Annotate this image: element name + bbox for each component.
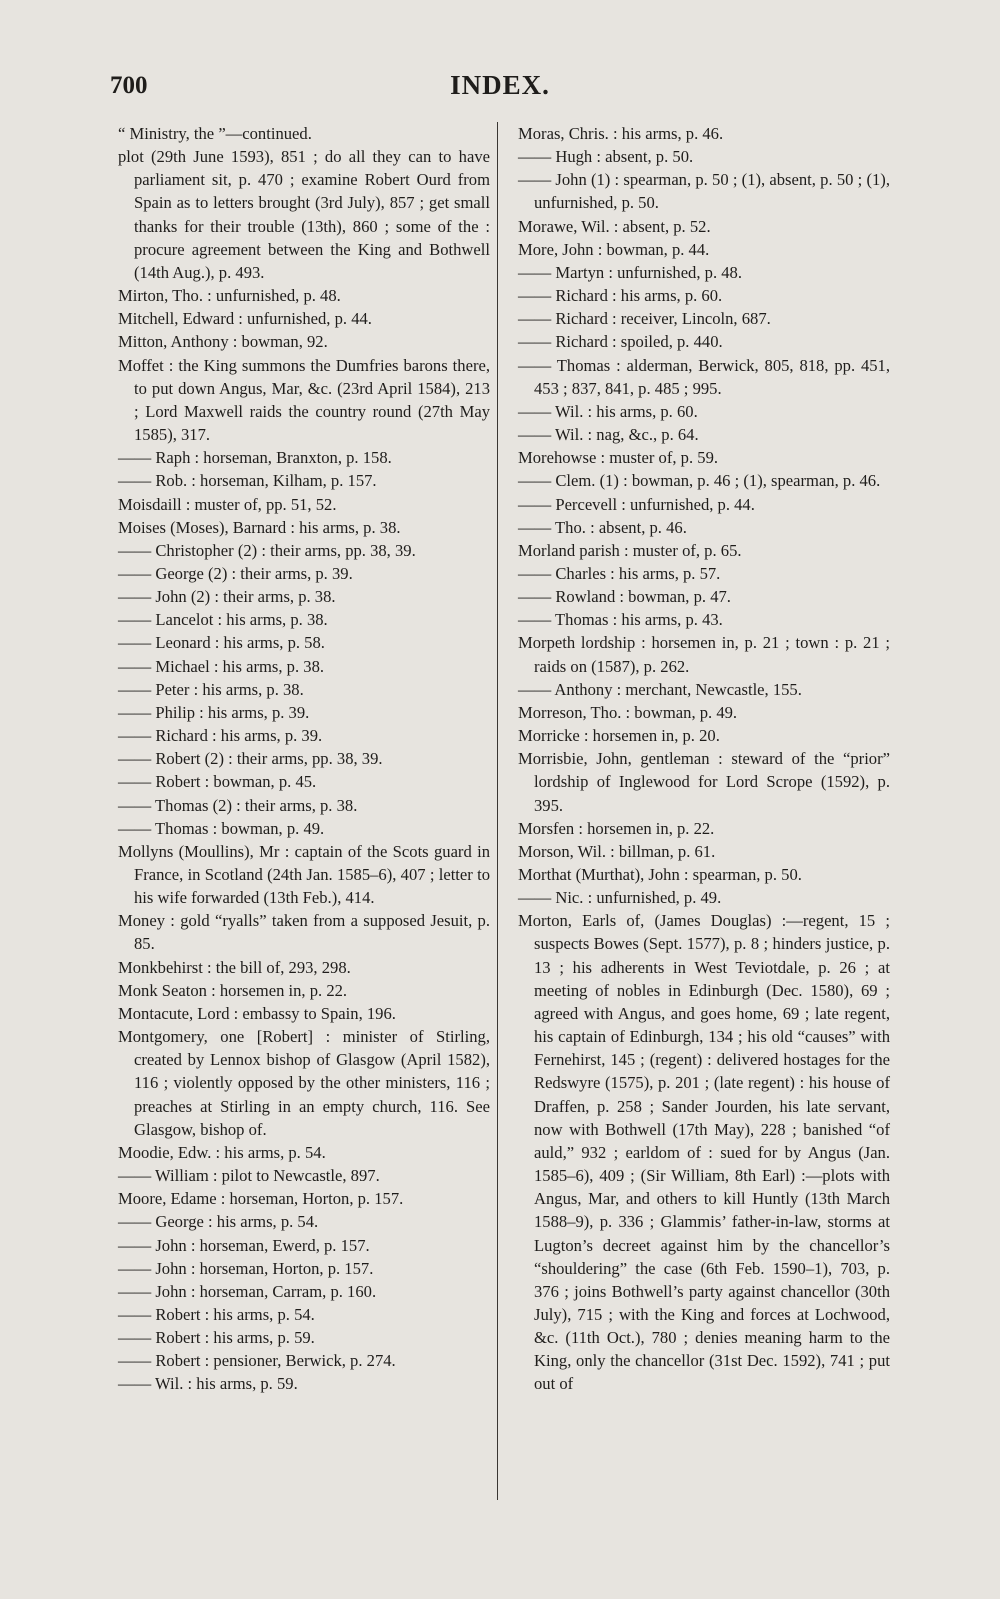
index-entry: —— Robert : his arms, p. 54. [118,1304,315,1324]
index-entry: —— Thomas : his arms, p. 43. [518,610,723,630]
index-entry: —— Hugh : absent, p. 50. [518,147,694,167]
running-head: INDEX. [450,70,550,100]
index-entry: —— Percevell : unfurnished, p. 44. [518,494,755,514]
index-entry: Morawe, Wil. : absent, p. 52. [518,216,711,236]
index-entry: Money : gold “ryalls” taken from a supposed Jesuit, p. 85. [118,911,490,954]
index-entry: —— Leonard : his arms, p. 58. [118,633,325,653]
index-entry: Morsfen : horsemen in, p. 22. [518,818,715,838]
index-entry: Moore, Edame : horseman, Horton, p. 157. [118,1189,404,1209]
index-entry: Moodie, Edw. : his arms, p. 54. [118,1142,326,1162]
index-entry: Moras, Chris. : his arms, p. 46. [518,124,724,143]
index-entry: Moisdaill : muster of, pp. 51, 52. [118,494,337,514]
index-entry: —— Tho. : absent, p. 46. [518,517,687,537]
index-entry: Moffet : the King summons the Dumfries barons there, to put down Angus, Mar, &c. (23rd April 1584), 213 ; Lord Maxwell raids the country round (27th May 1585), 317. [118,355,490,445]
index-entry: —— Charles : his arms, p. 57. [518,563,721,583]
index-entry: —— John (1) : spearman, p. 50 ; (1), absent, p. 50 ; (1), unfurnished, p. 50. [518,170,890,213]
index-entry: —— Robert (2) : their arms, pp. 38, 39. [118,749,383,769]
index-entry: Mirton, Tho. : unfurnished, p. 48. [118,286,341,306]
index-entry: Monk Seaton : horsemen in, p. 22. [118,980,348,1000]
index-entry: Morehowse : muster of, p. 59. [518,448,719,468]
index-entry: Morthat (Murthat), John : spearman, p. 50. [518,865,802,884]
index-entry: Morpeth lordship : horsemen in, p. 21 ; town : p. 21 ; raids on (1587), p. 262. [518,633,890,676]
page-number: 700 [110,72,148,99]
index-entry: Morreson, Tho. : bowman, p. 49. [518,702,738,722]
index-entry: Montgomery, one [Robert] : minister of Stirling, created by Lennox bishop of Glasgow (April 1582), 116 ; violently opposed by the other ministers, 116 ; preaches at Stirling in an empty church, 116. See Glasgow, bishop of. [118,1027,490,1139]
index-entry: —— Rowland : bowman, p. 47. [518,587,731,607]
index-entry: Monkbehirst : the bill of, 293, 298. [118,957,351,977]
index-entry: —— Thomas (2) : their arms, p. 38. [118,795,358,815]
index-entry: Mollyns (Moullins), Mr : captain of the Scots guard in France, in Scotland (24th Jan. 1585–6), 407 ; letter to his wife forwarded (13th Feb.), 414. [118,841,490,908]
index-entry: —— John : horseman, Ewerd, p. 157. [118,1235,370,1255]
index-entry: —— William : pilot to Newcastle, 897. [118,1166,380,1186]
index-entry: —— Anthony : merchant, Newcastle, 155. [518,679,802,699]
index-entry: —— Wil. : his arms, p. 59. [118,1374,298,1394]
index-entry: —— Rob. : horseman, Kilham, p. 157. [118,471,377,491]
index-entry: —— John : horseman, Carram, p. 160. [118,1281,377,1301]
index-entry: —— Richard : his arms, p. 39. [118,726,323,746]
index-entry: —— Christopher (2) : their arms, pp. 38, 39. [118,540,416,560]
index-entry: Morson, Wil. : billman, p. 61. [518,841,716,861]
index-entry: Moises (Moses), Barnard : his arms, p. 38. [118,517,401,537]
index-entry: —— John : horseman, Horton, p. 157. [118,1258,374,1278]
index-entry: —— Martyn : unfurnished, p. 48. [518,262,742,282]
index-entry: —— Wil. : nag, &c., p. 64. [518,425,699,445]
index-entry: —— Richard : receiver, Lincoln, 687. [518,309,771,329]
index-entry: —— George (2) : their arms, p. 39. [118,563,353,583]
index-entry: —— Robert : his arms, p. 59. [118,1328,315,1348]
index-entry: —— Lancelot : his arms, p. 38. [118,610,328,630]
index-entry: —— Robert : pensioner, Berwick, p. 274. [118,1351,396,1371]
right-column [518,122,890,1396]
column-divider [497,122,498,1500]
index-entry: —— Raph : horseman, Branxton, p. 158. [118,448,392,468]
index-entry: Mitchell, Edward : unfurnished, p. 44. [118,309,372,329]
index-entry: —— Philip : his arms, p. 39. [118,702,310,722]
index-entry: “ Ministry, the ”—continued. [118,124,312,143]
index-entry: —— Thomas : bowman, p. 49. [118,818,325,838]
index-entry: —— Peter : his arms, p. 38. [118,679,304,699]
index-entry: —— Nic. : unfurnished, p. 49. [518,888,722,908]
index-entry: —— Robert : bowman, p. 45. [118,772,317,792]
index-entry: plot (29th June 1593), 851 ; do all they can to have parliament sit, p. 470 ; examine Robert Ourd from Spain as to letters brought (3rd July), 857 ; get small thanks for their trouble (13th), 860 ; some of the : procure agreement between the King and Bothwell (14th Aug.), p. 493. [118,147,490,282]
index-entry: —— Thomas : alderman, Berwick, 805, 818, pp. 451, 453 ; 837, 841, p. 485 ; 995. [518,355,890,398]
index-entry: —— Clem. (1) : bowman, p. 46 ; (1), spearman, p. 46. [518,471,881,491]
index-entry: —— Richard : his arms, p. 60. [518,286,723,306]
index-entry: Mitton, Anthony : bowman, 92. [118,332,328,352]
index-entry: —— Wil. : his arms, p. 60. [518,401,698,421]
index-entry: More, John : bowman, p. 44. [518,239,710,259]
index-entry: Morland parish : muster of, p. 65. [518,540,742,560]
index-entry: —— John (2) : their arms, p. 38. [118,587,336,607]
index-entry: Morricke : horsemen in, p. 20. [518,726,720,746]
index-entry: —— George : his arms, p. 54. [118,1212,319,1232]
left-column [118,122,490,1396]
index-entry: —— Michael : his arms, p. 38. [118,656,325,676]
index-entry: Montacute, Lord : embassy to Spain, 196. [118,1003,396,1023]
index-entry: Morton, Earls of, (James Douglas) :—regent, 15 ; suspects Bowes (Sept. 1577), p. 8 ; hinders justice, p. 13 ; his adherents in West Teviotdale, p. 26 ; at meeting of nobles in Edinburgh (Dec. 1580), 69 ; agreed with Angus, and goes home, 69 ; late regent, his captain of Edinburgh, 134 ; his old “causes” with Fernehirst, 145 ; (regent) : delivered hostages for the Redswyre (1575), p. 201 ; (late regent) : his house of Draffen, p. 258 ; Sander Jourden, his late servant, now with Bothwell (17th May), 228 ; banished “of auld,” 932 ; earldom of : sued for by Angus (Jan. 1585–6), 409 ; (Sir William, 8th Earl) :—plots with Angus, Mar, and others to kill Huntly (13th March 1588–9), p. 336 ; Glammis’ father-in-law, storms at Lugton’s decreet against him by the chancellor’s “shouldering” the case (6th Feb. 1590–1), 703, p. 376 ; joins Bothwell’s party against chancellor (30th July), 715 ; with the King and forces at Lochwood, &c. (11th Oct.), 780 ; denies meaning harm to the King, only the chancellor (31st Dec. 1592), 741 ; put out of [518,911,890,1394]
index-entry: Morrisbie, John, gentleman : steward of the “prior” lordship of Inglewood for Lord Scrope (1592), p. 395. [518,749,890,815]
index-entry: —— Richard : spoiled, p. 440. [518,332,723,352]
